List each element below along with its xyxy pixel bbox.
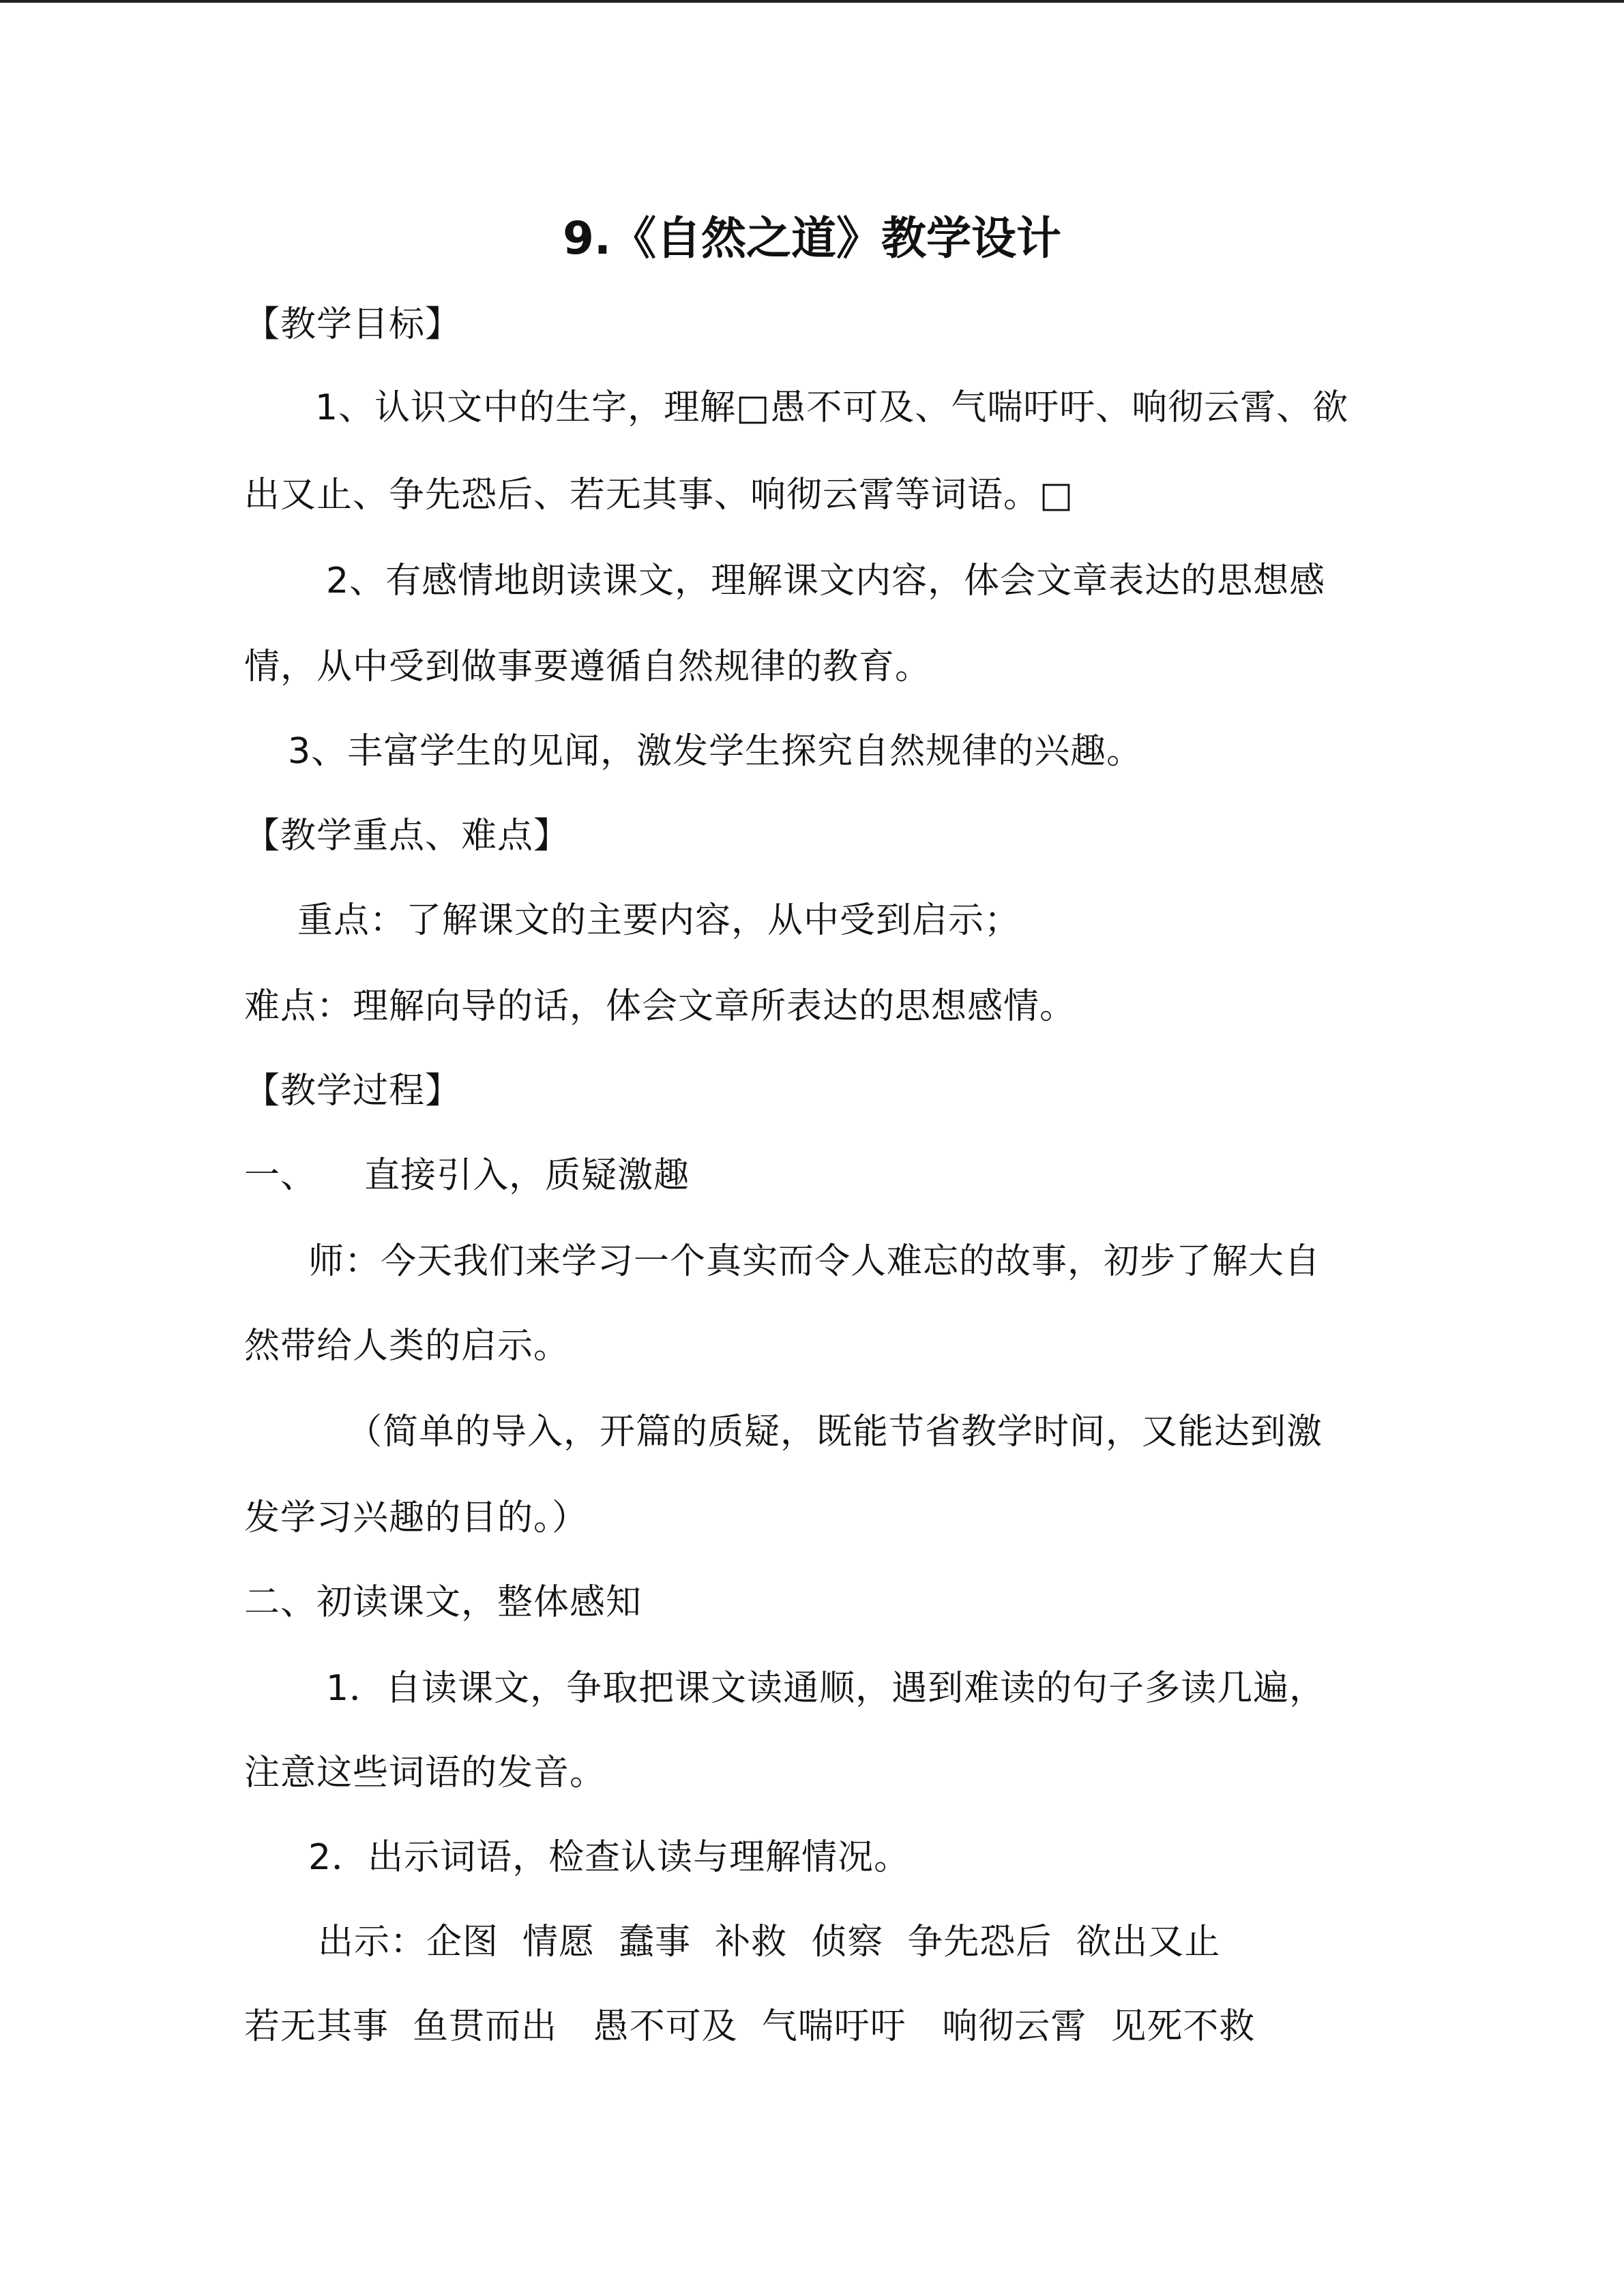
teacher-line-2: 然带给人类的启示。	[244, 1326, 570, 1367]
difficult-point: 难点：理解向导的话，体会文章所表达的思想感情。	[244, 986, 1076, 1027]
process-heading: 【教学过程】	[244, 1071, 462, 1112]
step-1-heading: 一、 直接引入，质疑激趣	[244, 1155, 690, 1196]
goal-1-line-2: 出又止、争先恐后、若无其事、响彻云霄等词语。□	[244, 475, 1074, 516]
goal-2-line-1: 2、有感情地朗读课文，理解课文内容，体会文章表达的思想感	[326, 561, 1326, 601]
note-line-2: 发学习兴趣的目的。）	[244, 1497, 589, 1538]
step-2-item-1-line-2: 注意这些词语的发音。	[244, 1753, 606, 1793]
teacher-line-1: 师：今天我们来学习一个真实而令人难忘的故事，初步了解大自	[308, 1241, 1321, 1282]
key-difficulty-heading: 【教学重点、难点】	[244, 816, 570, 856]
step-2-heading: 二、初读课文，整体感知	[244, 1582, 643, 1623]
step-2-item-1-line-1: 1．自读课文，争取把课文读通顺，遇到难读的句子多读几遍，	[326, 1668, 1326, 1709]
goals-heading: 【教学目标】	[244, 304, 462, 345]
goal-3: 3、丰富学生的见闻，激发学生探究自然规律的兴趣。	[288, 731, 1143, 772]
goal-1-line-1: 1、认识文中的生字，理解□愚不可及、气喘吁吁、响彻云霄、欲	[315, 387, 1349, 428]
document-title: 9.《自然之道》教学设计	[563, 212, 1061, 265]
goal-2-line-2: 情，从中受到做事要遵循自然规律的教育。	[244, 646, 932, 687]
step-2-item-2: 2．出示词语，检查认读与理解情况。	[308, 1837, 911, 1878]
vocabulary-line-1: 出示：企图 情愿 蠢事 补救 侦察 争先恐后 欲出又止	[318, 1922, 1221, 1963]
note-line-1: （简单的导入，开篇的质疑，既能节省教学时间，又能达到激	[346, 1412, 1323, 1452]
vocabulary-line-2: 若无其事 鱼贯而出 愚不可及 气喘吁吁 响彻云霄 见死不救	[244, 2006, 1256, 2047]
key-point: 重点：了解课文的主要内容，从中受到启示；	[297, 900, 1021, 941]
